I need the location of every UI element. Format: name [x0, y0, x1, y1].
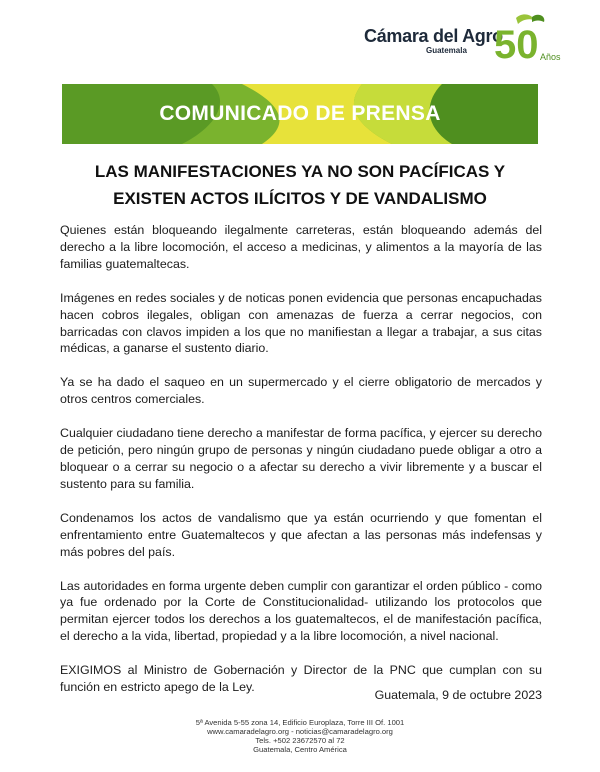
press-release-banner	[62, 84, 538, 144]
logo-name: Cámara del Agro	[364, 26, 503, 46]
paragraph: Condenamos los actos de vandalismo que ya están ocurriendo y que fomentan el enfrentamiento entre Guatemaltecos y que afectan a las personas más indefensas y más pobres del país.	[60, 510, 542, 559]
headline-line-1: LAS MANIFESTACIONES YA NO SON PACÍFICAS Y	[94, 162, 506, 181]
paragraph: Quienes están bloqueando ilegalmente carreteras, están bloqueando además del derecho a la libre locomoción, el acceso a medicinas, y alimentos a la mayoría de las familias guatemaltecas.	[60, 223, 542, 271]
anniversary-50-mark	[486, 14, 564, 64]
date-line: Guatemala, 9 de octubre 2023	[374, 688, 542, 702]
headline-line-2: EXISTEN ACTOS ILÍCITOS Y DE VANDALISMO	[113, 189, 487, 208]
footer-address: 5ª Avenida 5-55 zona 14, Edificio Europlaza, Torre III Of. 1001	[195, 718, 405, 727]
anniversary-word: Años	[540, 52, 561, 62]
paragraph: Ya se ha dado el saqueo en un supermercado y el cierre obligatorio de mercados y otros centros comerciales.	[60, 375, 542, 407]
anniversary-number: 50	[494, 23, 539, 64]
paragraph: EXIGIMOS al Ministro de Gobernación y Director de la PNC que cumplan con su función en estricto apego de la Ley.	[60, 663, 542, 695]
camara-del-agro-logo	[364, 14, 564, 64]
footer-phone: Tels. +502 23672570 al 72	[255, 736, 345, 745]
footer-contact	[0, 718, 600, 754]
headline	[40, 158, 560, 212]
logo-subtitle: Guatemala	[426, 46, 467, 55]
leaf-icon	[532, 15, 544, 22]
footer-location: Guatemala, Centro América	[253, 745, 347, 754]
banner-title: COMUNICADO DE PRENSA	[159, 102, 441, 125]
paragraph: Cualquier ciudadano tiene derecho a manifestar de forma pacífica, y ejercer su derecho de petición, pero ningún grupo de personas y ningún ciudadano puede obligar a otro a bloquear o a cerrar su negocio o a afectar su derecho a vivir libremente y a buscar el sustento para su familia.	[60, 426, 542, 491]
paragraph: Las autoridades en forma urgente deben cumplir con garantizar el orden público - como ya fue ordenado por la Corte de Constitucionalidad- utilizando los protocolos que permitan ejercer todos los derechos a los guatemaltecos, el de manifestación pacífica, el derecho a la vida, libertad, propiedad y a la libre locomoción, a nivel nacional.	[60, 578, 542, 644]
paragraph: Imágenes en redes sociales y de noticas ponen evidencia que personas encapuchadas hacen cobros ilegales, obligan con amenazas de fuerza a cerrar negocios, con barricadas con clavos impiden a los que no manifiestan a llegar a trabajar, a sus citas médicas, a ganarse el sustento diario.	[60, 290, 542, 356]
footer-web-email: www.camaradelagro.org - noticias@camaradelagro.org	[207, 727, 393, 736]
statement-body	[60, 222, 542, 713]
